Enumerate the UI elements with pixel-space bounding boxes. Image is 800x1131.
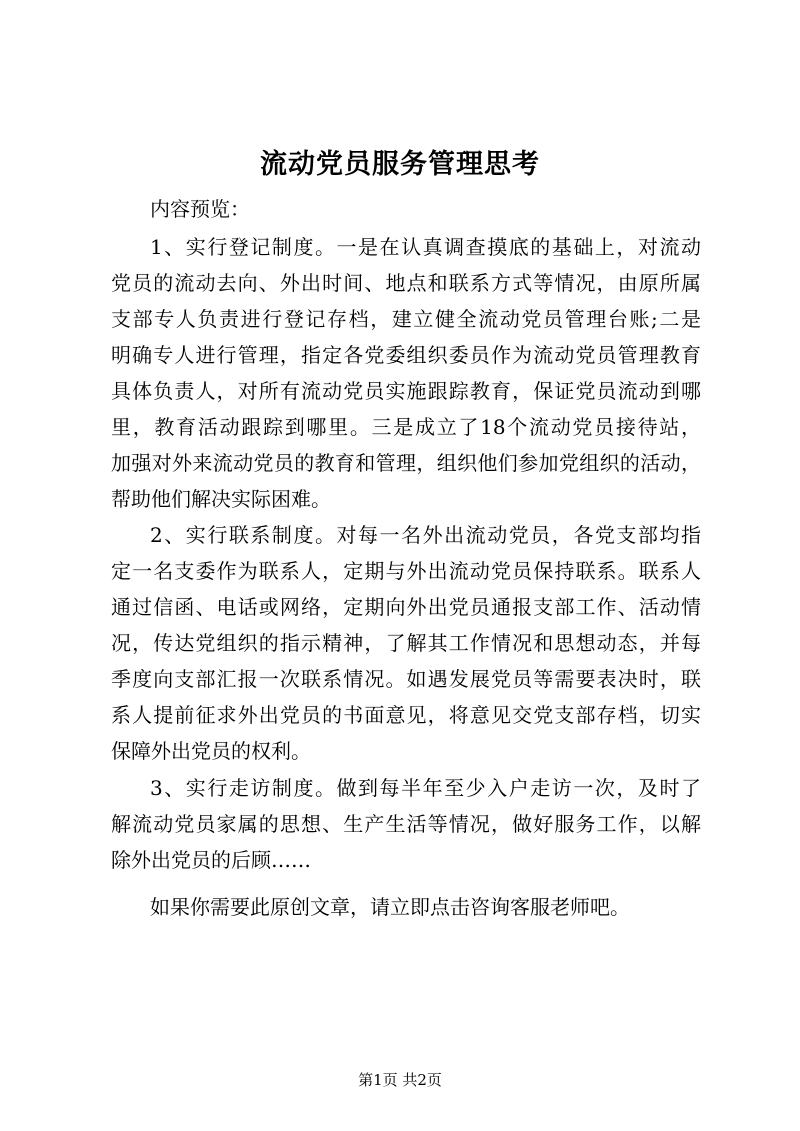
paragraph-line: 系人提前征求外出党员的书面意见，将意见交党支部存档，切实 [111, 703, 701, 727]
paragraph-line: 保障外出党员的权利。 [111, 739, 311, 763]
paragraph-line: 3、实行走访制度。做到每半年至少入户走访一次，及时了 [150, 776, 701, 800]
preview-label: 内容预览： [150, 197, 250, 221]
paragraph-line: 党员的流动去向、外出时间、地点和联系方式等情况，由原所属 [111, 271, 701, 295]
paragraph-line: 1、实行登记制度。一是在认真调查摸底的基础上，对流动 [150, 235, 701, 259]
paragraph-line: 支部专人负责进行登记存档，建立健全流动党员管理台账;二是 [111, 307, 701, 331]
closing-line: 如果你需要此原创文章，请立即点击咨询客服老师吧。 [150, 895, 630, 919]
paragraph-line: 季度向支部汇报一次联系情况。如遇发展党员等需要表决时，联 [111, 667, 701, 691]
paragraph-line: 通过信函、电话或网络，定期向外出党员通报支部工作、活动情 [111, 595, 701, 619]
paragraph-line: 2、实行联系制度。对每一名外出流动党员，各党支部均指 [150, 523, 701, 547]
paragraph-line: 除外出党员的后顾…… [111, 848, 311, 872]
document-title: 流动党员服务管理思考 [260, 149, 540, 180]
paragraph-line: 况，传达党组织的指示精神，了解其工作情况和思想动态，并每 [111, 631, 701, 655]
paragraph-line: 加强对外来流动党员的教育和管理，组织他们参加党组织的活动， [111, 451, 701, 475]
paragraph-line: 定一名支委作为联系人，定期与外出流动党员保持联系。联系人 [111, 559, 701, 583]
paragraph-line: 帮助他们解决实际困难。 [111, 487, 331, 511]
page-number: 第1页 共2页 [358, 1071, 442, 1089]
paragraph-line: 具体负责人，对所有流动党员实施跟踪教育，保证党员流动到哪 [111, 379, 701, 403]
paragraph-line: 里，教育活动跟踪到哪里。三是成立了18个流动党员接待站， [111, 415, 701, 439]
paragraph-line: 明确专人进行管理，指定各党委组织委员作为流动党员管理教育 [111, 343, 701, 367]
paragraph-line: 解流动党员家属的思想、生产生活等情况，做好服务工作，以解 [111, 812, 701, 836]
